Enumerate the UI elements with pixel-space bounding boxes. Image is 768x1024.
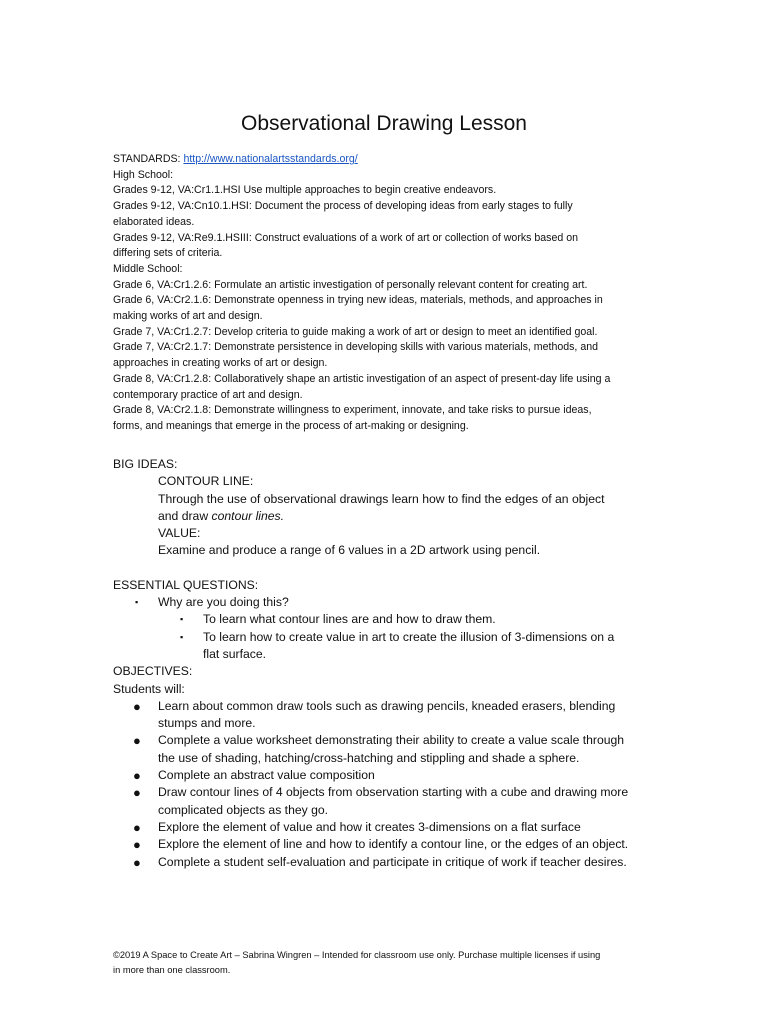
hs-standard-line: Grades 9-12, VA:Re9.1.HSIII: Construct evaluations of a work of art or collection of works based on <box>113 231 578 244</box>
question-text: Why are you doing this? <box>158 595 289 610</box>
hs-standard-line: differing sets of criteria. <box>113 247 223 260</box>
standards-section <box>113 152 658 435</box>
bullet-icon: ● <box>133 785 141 801</box>
list-item <box>113 611 658 628</box>
essential-questions-heading: ESSENTIAL QUESTIONS: <box>113 577 259 592</box>
standards-link[interactable]: http://www.nationalartsstandards.org/ <box>183 153 358 165</box>
contour-lines-emphasis: contour lines. <box>211 508 285 523</box>
answer-text: flat surface. <box>203 646 266 661</box>
contour-line-text <box>113 508 658 525</box>
objectives-list <box>113 698 658 871</box>
objective-text: complicated objects as they go. <box>158 802 329 817</box>
objective-text: Explore the element of line and how to identify a contour line, or the edges of an object. <box>158 837 629 852</box>
ms-standard-line: forms, and meanings that emerge in the process of art-making or designing. <box>113 419 469 432</box>
value-text: Examine and produce a range of 6 values in a 2D artwork using pencil. <box>158 543 541 558</box>
bullet-icon: ● <box>133 698 141 714</box>
lesson-body <box>113 456 658 871</box>
objectives-heading: OBJECTIVES: <box>113 664 193 679</box>
objective-text: Complete a student self-evaluation and participate in critique of work if teacher desires. <box>158 854 627 869</box>
standards-label: STANDARDS: <box>113 153 184 165</box>
list-item <box>113 629 658 664</box>
bullet-icon: ● <box>133 854 141 870</box>
big-ideas-heading: BIG IDEAS: <box>113 457 178 471</box>
bullet-icon: ▪ <box>180 631 184 642</box>
ms-standard-line: Grade 7, VA:Cr2.1.7: Demonstrate persistence in developing skills with various materials, methods, and <box>113 341 598 354</box>
list-item <box>113 594 658 611</box>
list-item <box>113 836 658 853</box>
objective-text: Draw contour lines of 4 objects from observation starting with a cube and drawing more <box>158 785 629 800</box>
contour-line-text: Through the use of observational drawings learn how to find the edges of an object <box>158 491 605 506</box>
ms-standard-line: approaches in creating works of art or design. <box>113 357 328 370</box>
ms-standard-line: Grade 6, VA:Cr1.2.6: Formulate an artistic investigation of personally relevant content for creating art. <box>113 278 588 291</box>
copyright-footer <box>113 948 658 978</box>
bullet-icon: ▪ <box>135 597 139 608</box>
answer-text: To learn how to create value in art to create the illusion of 3-dimensions on a <box>203 629 615 644</box>
bullet-icon: ▪ <box>180 614 184 625</box>
objective-text: Learn about common draw tools such as drawing pencils, kneaded erasers, blending <box>158 698 616 713</box>
bullet-icon: ● <box>133 768 141 784</box>
ms-standard-line: Grade 6, VA:Cr2.1.6: Demonstrate openness in trying new ideas, materials, methods, and approaches in <box>113 294 603 307</box>
ms-standard-line: contemporary practice of art and design. <box>113 388 303 401</box>
middle-school-heading: Middle School: <box>113 262 183 275</box>
ms-standard-line: making works of art and design. <box>113 310 263 323</box>
list-item <box>113 732 658 767</box>
objective-text: Explore the element of value and how it creates 3-dimensions on a flat surface <box>158 819 581 834</box>
objective-text: the use of shading, hatching/cross-hatching and stippling and shade a sphere. <box>158 750 580 765</box>
ms-standard-line: Grade 8, VA:Cr2.1.8: Demonstrate willingness to experiment, innovate, and take risks to pursue ideas, <box>113 404 592 417</box>
answer-text: To learn what contour lines are and how to draw them. <box>203 612 496 627</box>
questions-list <box>113 594 658 611</box>
page-title: Observational Drawing Lesson <box>241 112 527 135</box>
hs-standard-line: Grades 9-12, VA:Cr1.1.HSI Use multiple approaches to begin creative endeavors. <box>113 184 497 197</box>
bullet-icon: ● <box>133 837 141 853</box>
standards-line <box>113 152 658 168</box>
objectives-intro: Students will: <box>113 681 185 696</box>
bullet-icon: ● <box>133 819 141 835</box>
footer-line: in more than one classroom. <box>113 965 231 975</box>
bullet-icon: ● <box>133 733 141 749</box>
objective-text: Complete a value worksheet demonstrating their ability to create a value scale through <box>158 733 625 748</box>
objective-text: stumps and more. <box>158 716 256 731</box>
list-item <box>113 698 658 733</box>
hs-standard-line: Grades 9-12, VA:Cn10.1.HSI: Document the process of developing ideas from early stages to fully <box>113 200 573 213</box>
answers-list <box>113 611 658 663</box>
list-item <box>113 784 658 819</box>
hs-standard-line: elaborated ideas. <box>113 215 195 228</box>
list-item <box>113 854 658 871</box>
list-item <box>113 767 658 784</box>
contour-line-text-part: and draw <box>158 508 212 523</box>
footer-line: ©2019 A Space to Create Art – Sabrina Wingren – Intended for classroom use only. Purchase multiple licenses if using <box>113 950 601 960</box>
ms-standard-line: Grade 8, VA:Cr1.2.8: Collaboratively shape an artistic investigation of an aspect of present-day life using a <box>113 372 611 385</box>
contour-line-heading: CONTOUR LINE: <box>158 474 254 489</box>
value-heading: VALUE: <box>158 526 201 541</box>
spacer <box>113 560 658 577</box>
high-school-heading: High School: <box>113 168 174 181</box>
objective-text: Complete an abstract value composition <box>158 768 375 783</box>
list-item <box>113 819 658 836</box>
ms-standard-line: Grade 7, VA:Cr1.2.7: Develop criteria to guide making a work of art or design to meet an identified goal. <box>113 325 598 338</box>
